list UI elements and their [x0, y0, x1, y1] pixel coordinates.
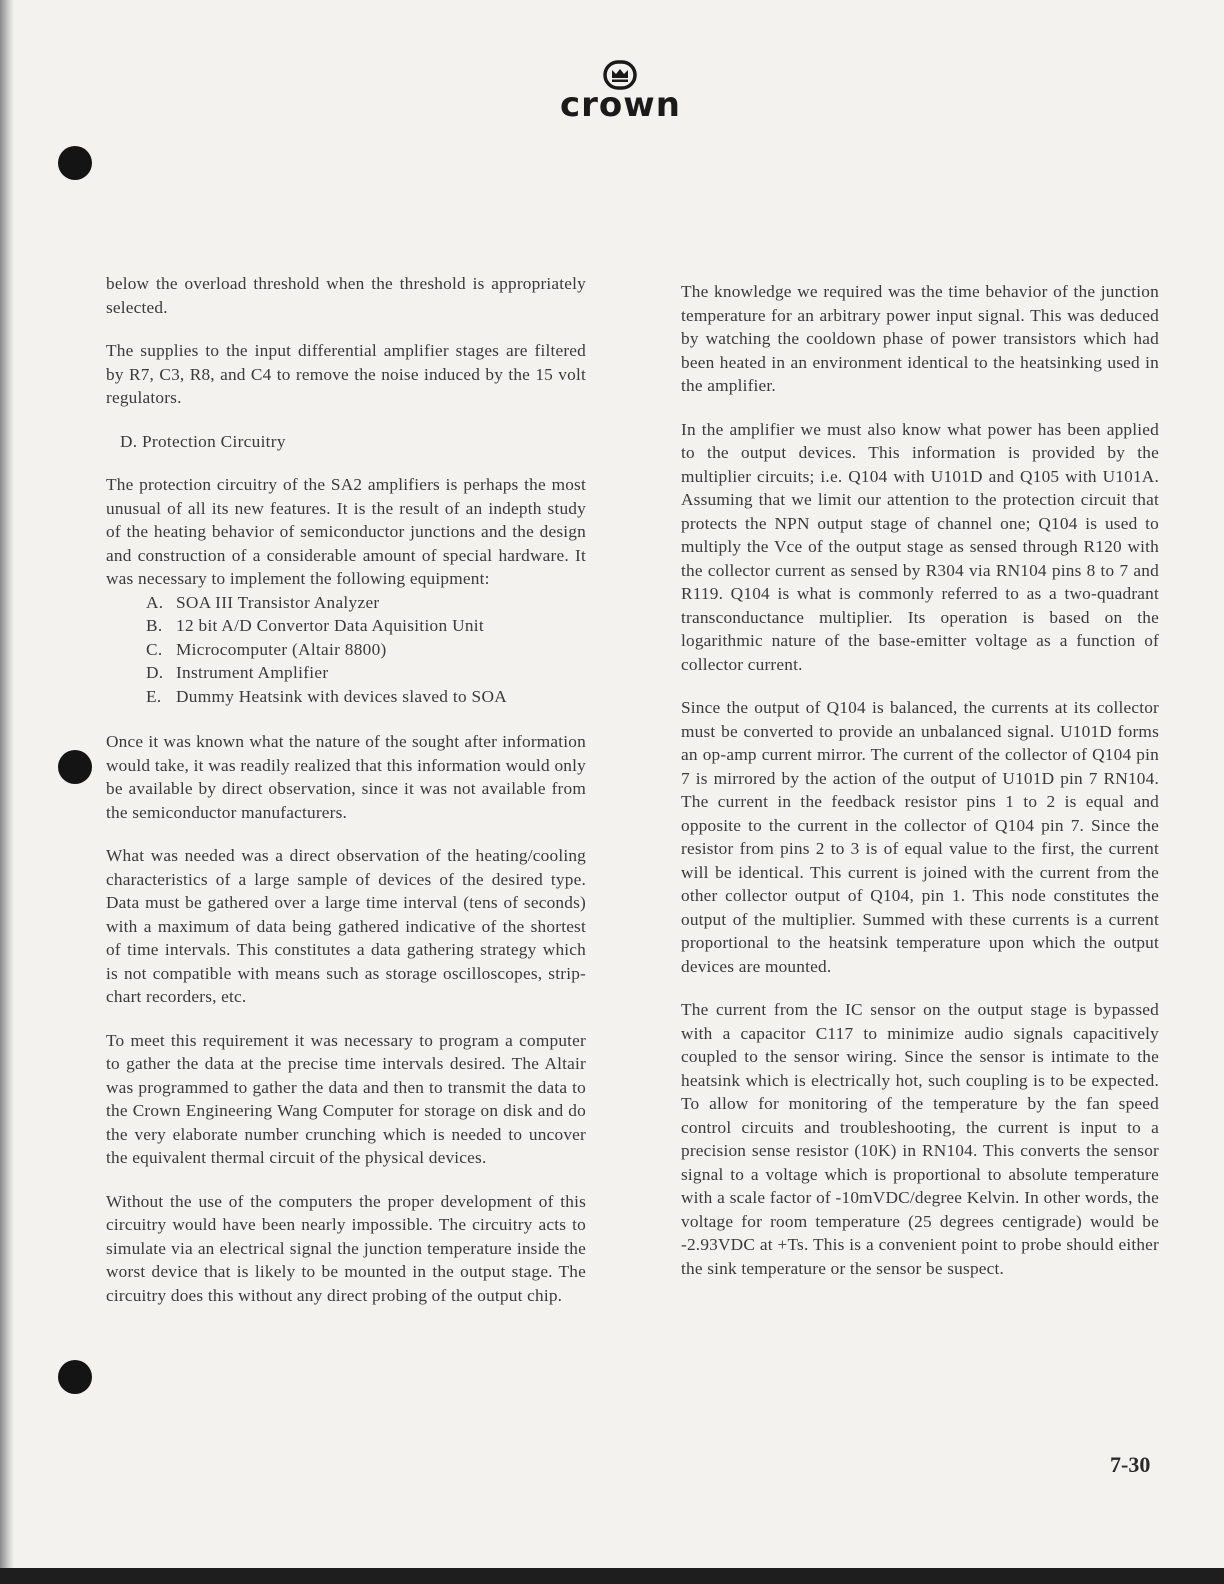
list-item: [146, 614, 586, 638]
paragraph: below the overload threshold when the threshold is appropriately selected.: [106, 274, 586, 317]
list-text: SOA III Transistor Analyzer: [176, 592, 380, 612]
list-text: Microcomputer (Altair 8800): [176, 639, 387, 659]
crown-logo: [560, 60, 681, 125]
list-letter: E.: [146, 686, 162, 706]
paragraph: What was needed was a direct observation of the heating/cooling characteristics of a large sample of devices of the desired type. Data must be gathered over a large time interval (tens of seconds) with a maximum of data being gathered indicative of the shortest of time intervals. This constitutes a data gathering strategy which is not compatible with means such as storage oscilloscopes, strip-chart recorders, etc.: [106, 846, 586, 1006]
paragraph: Once it was known what the nature of the sought after information would take, it was readily realized that this information would only be available by direct observation, since it was not available from the semiconductor manufacturers.: [106, 732, 586, 822]
paragraph: The current from the IC sensor on the output stage is bypassed with a capacitor C117 to minimize audio signals capacitively coupled to the sensor wiring. Since the sensor is intimate to the heatsink which is electrically hot, such coupling is to be expected. To allow for monitoring of the temperature by the fan speed control circuits and troubleshooting, the current is input to a precision sense resistor (10K) in RN104. This converts the sensor signal to a voltage which is proportional to absolute temperature with a scale factor of -10mVDC/degree Kelvin. In other words, the voltage for room temperature (25 degrees centigrade) would be -2.93VDC at +Ts. This is a convenient point to probe should either the sink temperature or the sensor be suspect.: [681, 1000, 1159, 1278]
page-number: 7-30: [1110, 1452, 1151, 1477]
brand-wordmark: crown: [560, 85, 681, 125]
list-letter: C.: [146, 639, 163, 659]
list-letter: B.: [146, 616, 163, 635]
paragraph: Since the output of Q104 is balanced, the currents at its collector must be converted to provide an unbalanced signal. U101D forms an op-amp current mirror. The current of the collector of Q104 pin 7 is mirrored by the action of the output of U101D pin 7 RN104. The current in the feedback resistor pins 1 to 2 is equal and opposite to the current in the collector of Q104 pin 7. Since the resistor from pins 2 to 3 is of equal value to the first, the current will be identical. This current is joined with the current from the other collector output of Q104, pin 1. This node constitutes the output of the multiplier. Summed with these currents is a current proportional to the heatsink temperature upon which the output devices are mounted.: [681, 698, 1159, 976]
paragraph: In the amplifier we must also know what power has been applied to the output devices. This information is provided by the multiplier circuits; i.e. Q104 with U101D and Q105 with U101A. Assuming that we limit our attention to the protection circuit that protects the NPN output stage of channel one; Q104 is used to multiply the Vce of the output stage as sensed through R120 with the collector current as sensed by R304 via RN104 pins 8 to 7 and R119. Q104 is what is commonly referred to as a two-quadrant transconductance multiplier. Its operation is based on the logarithmic nature of the base-emitter voltage as a function of collector current.: [681, 419, 1159, 674]
list-letter: A.: [146, 592, 164, 612]
section-heading: D. Protection Circuitry: [120, 431, 286, 451]
punch-hole-bottom: [58, 1360, 92, 1394]
list-item: [146, 661, 586, 685]
paragraph: The knowledge we required was the time behavior of the junction temperature for an arbitrary power input signal. This was deduced by watching the cooldown phase of power transistors which had been heated in an environment identical to the heatsinking used in the amplifier.: [681, 282, 1159, 395]
paragraph: The supplies to the input differential amplifier stages are filtered by R7, C3, R8, and C4 to remove the noise induced by the 15 volt regulators.: [106, 341, 586, 407]
equipment-list: [106, 591, 586, 709]
right-column: [681, 280, 1159, 1300]
list-text: 12 bit A/D Convertor Data Aquisition Unit: [176, 616, 484, 635]
paragraph: Without the use of the computers the proper development of this circuitry would have been nearly impossible. The circuitry acts to simulate via an electrical signal the junction temperature inside the worst device that is likely to be mounted in the output stage. The circuitry does this without any direct probing of the output chip.: [106, 1191, 586, 1305]
list-text: Instrument Amplifier: [176, 663, 329, 682]
paragraph: The protection circuitry of the SA2 amplifiers is perhaps the most unusual of all its new features. It is the result of an indepth study of the heating behavior of semiconductor junctions and the design and construction of a considerable amount of special hardware. It was necessary to implement the following equipment:: [106, 475, 586, 588]
punch-hole-top: [58, 146, 92, 180]
list-letter: D.: [146, 663, 164, 682]
list-item: [146, 685, 586, 709]
list-item: [146, 591, 586, 615]
bottom-edge: [0, 1568, 1224, 1584]
left-column: [106, 272, 586, 1327]
paragraph: To meet this requirement it was necessary to program a computer to gather the data at the precise time intervals desired. The Altair was programmed to gather the data and then to transmit the data to the Crown Engineering Wang Computer for storage on disk and do the very elaborate number crunching which is needed to uncover the equivalent thermal circuit of the physical devices.: [106, 1030, 586, 1167]
binding-edge: [0, 0, 14, 1584]
list-text: Dummy Heatsink with devices slaved to SOA: [176, 686, 507, 706]
punch-hole-middle: [58, 750, 92, 784]
list-item: [146, 638, 586, 662]
